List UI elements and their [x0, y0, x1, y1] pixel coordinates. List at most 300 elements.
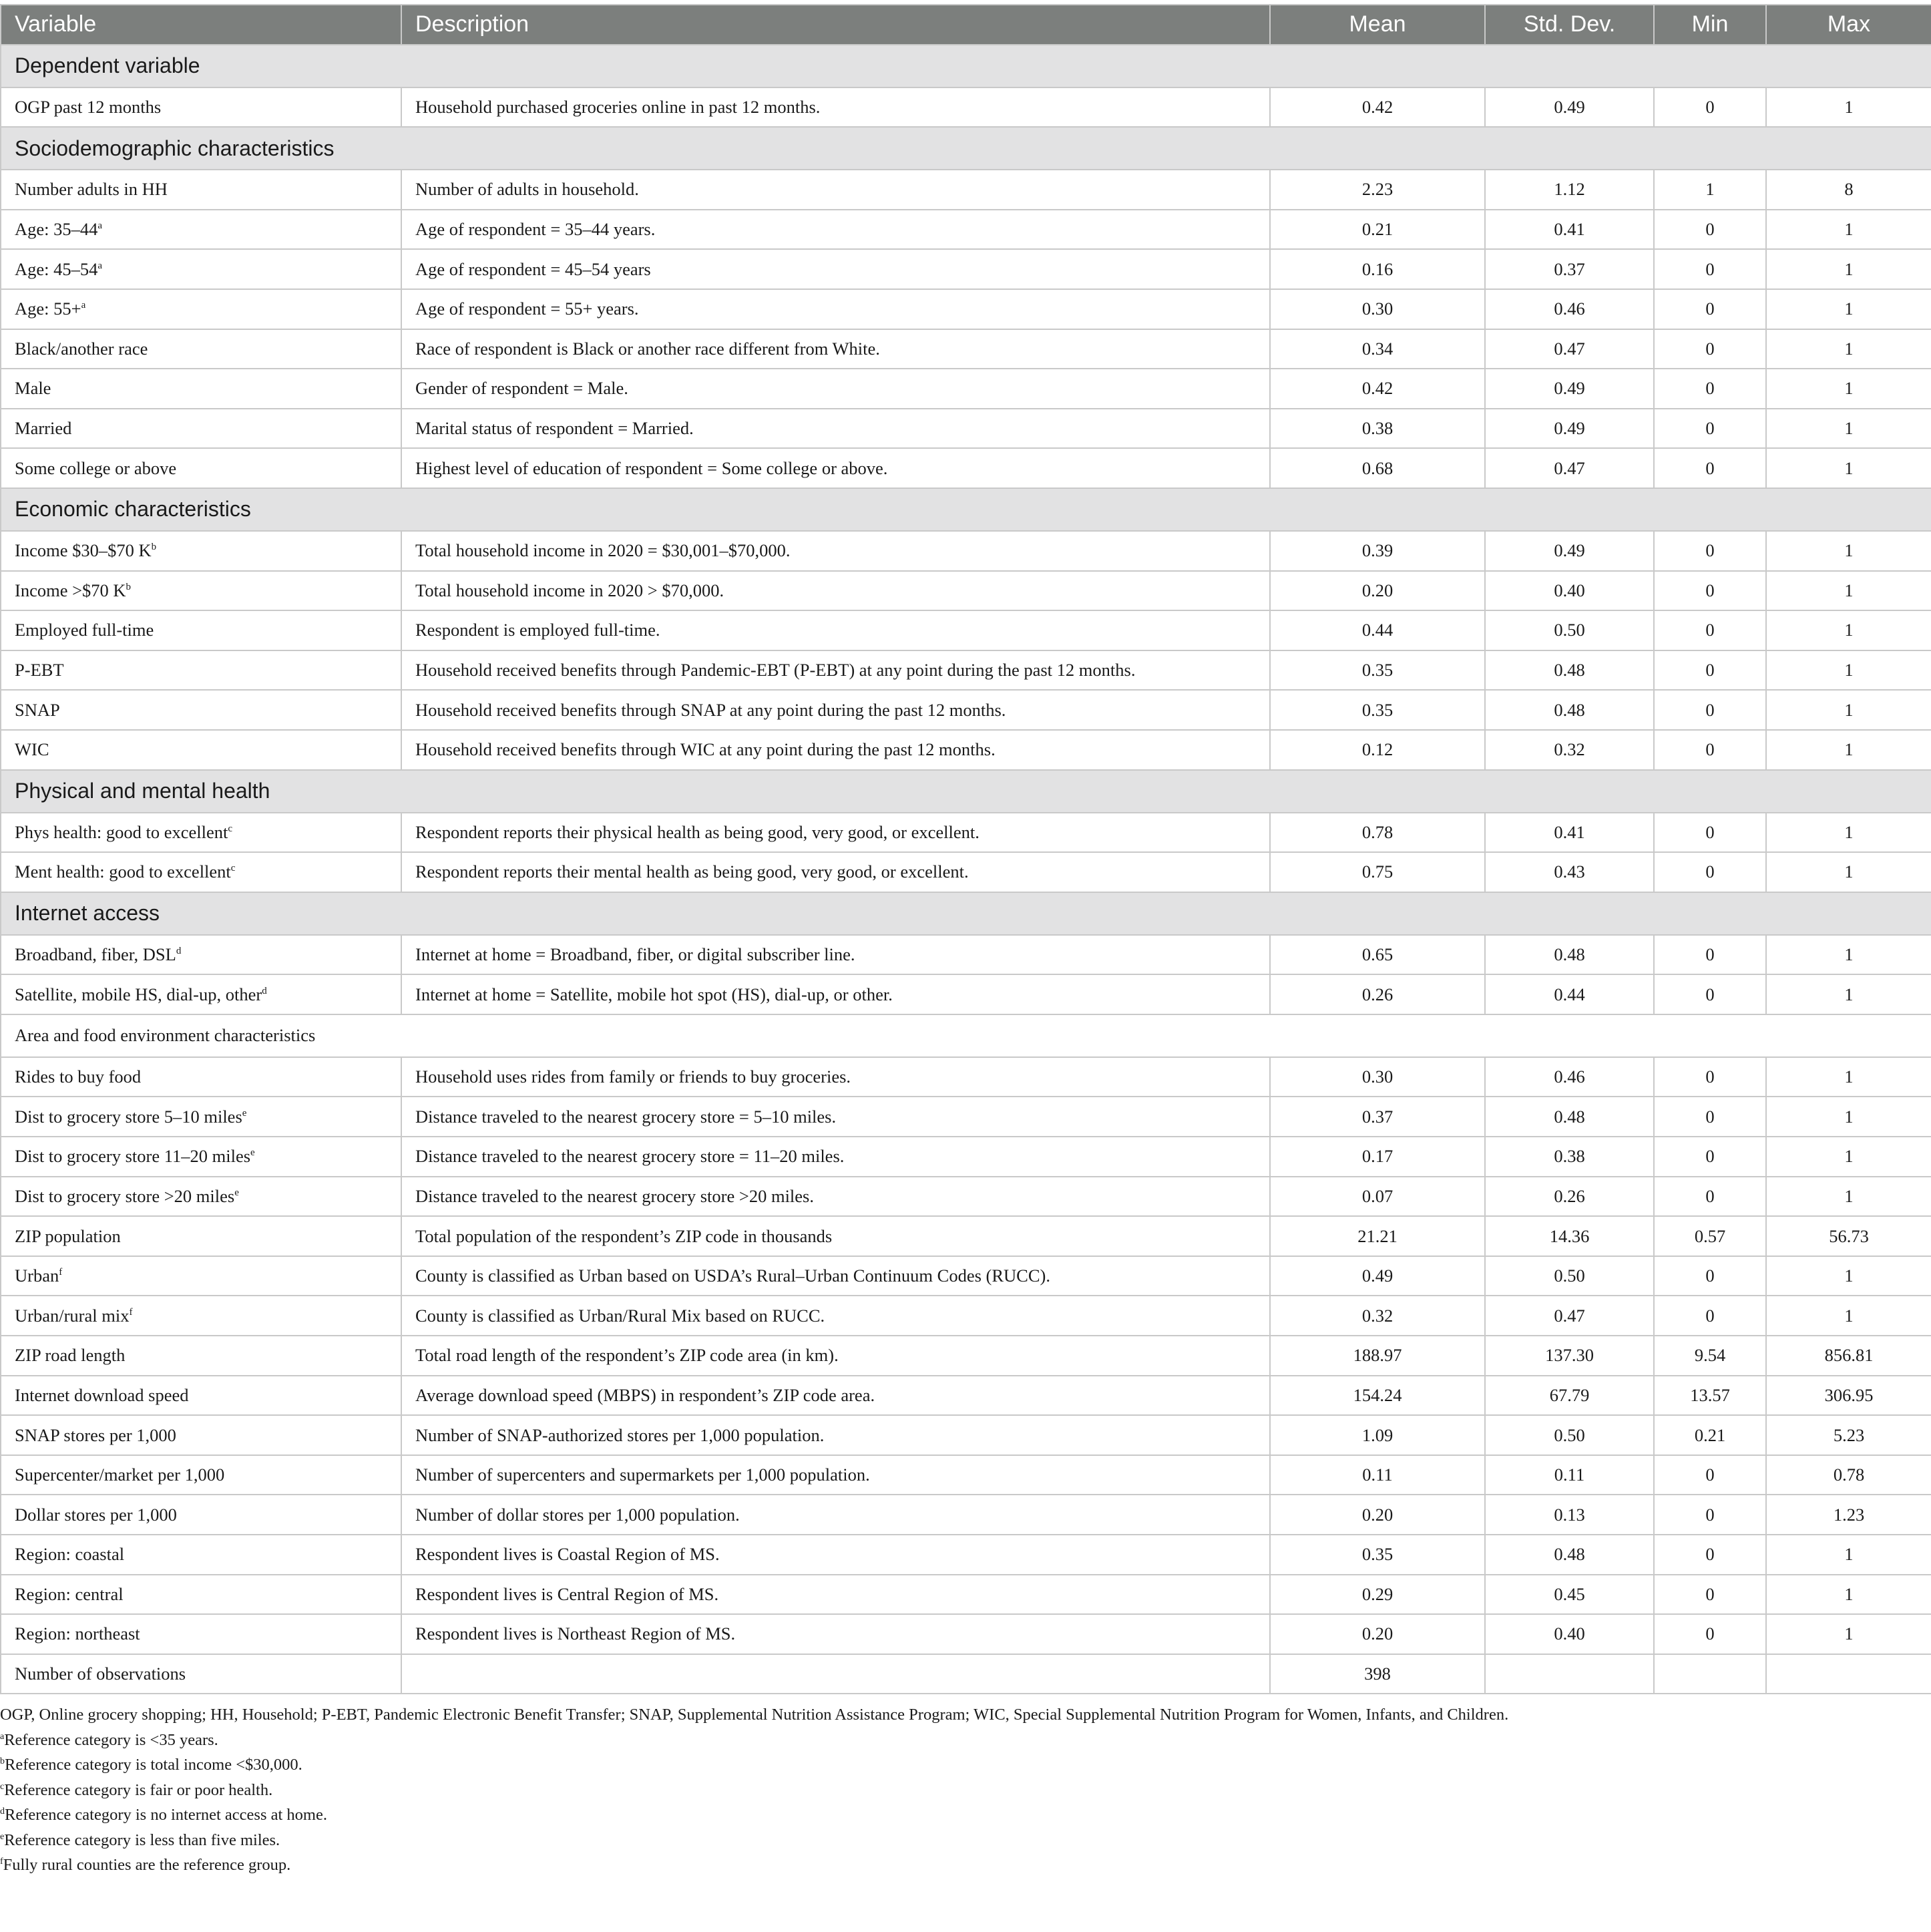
cell-variable: [1, 329, 401, 369]
cell-max: 1: [1766, 852, 1931, 892]
variable-name: Internet download speed: [15, 1384, 189, 1405]
cell-variable: [1, 249, 401, 289]
cell-max: 1: [1766, 1097, 1931, 1137]
cell-max: 1: [1766, 571, 1931, 611]
footnote-marker: a: [81, 300, 86, 311]
cell-min: 0: [1654, 1614, 1766, 1654]
cell-description: County is classified as Urban based on USDA’s Rural–Urban Continuum Codes (RUCC).: [401, 1256, 1270, 1296]
cell-min: 0: [1654, 571, 1766, 611]
cell-std-dev: 0.45: [1485, 1575, 1654, 1615]
cell-std-dev: 0.13: [1485, 1495, 1654, 1535]
variable-name: Married: [15, 418, 72, 439]
variable-name: Black/another race: [15, 338, 148, 359]
cell-std-dev: 0.49: [1485, 369, 1654, 409]
footnote-marker: a: [97, 220, 103, 232]
variable-name: Dist to grocery store 5–10 miles: [15, 1106, 242, 1127]
cell-variable: [1, 935, 401, 975]
cell-variable: [1, 610, 401, 650]
cell-mean: 0.35: [1270, 1535, 1485, 1575]
cell-description: Total household income in 2020 = $30,001–$70,000.: [401, 531, 1270, 571]
cell-variable: [1, 1057, 401, 1097]
cell-max: 1: [1766, 1057, 1931, 1097]
footnote: [0, 1853, 1931, 1878]
cell-max: 8: [1766, 170, 1931, 210]
cell-description: Number of dollar stores per 1,000 population.: [401, 1495, 1270, 1535]
cell-description: Household received benefits through Pandemic-EBT (P-EBT) at any point during the past 12 months.: [401, 650, 1270, 691]
variable-name: Male: [15, 378, 51, 399]
cell-mean: 1.09: [1270, 1415, 1485, 1455]
cell-std-dev: 0.50: [1485, 1415, 1654, 1455]
cell-mean: 21.21: [1270, 1216, 1485, 1256]
summary-statistics-table: [0, 4, 1931, 1694]
cell-variable: [1, 813, 401, 853]
section-header-row: [1, 892, 1931, 935]
cell-description: Respondent reports their physical health as being good, very good, or excellent.: [401, 813, 1270, 853]
cell-std-dev: 0.47: [1485, 1296, 1654, 1336]
cell-min: 0: [1654, 448, 1766, 488]
variable-name: Income >$70 K: [15, 580, 126, 600]
section-title: Area and food environment characteristics: [1, 1014, 1931, 1057]
cell-max: 1: [1766, 1137, 1931, 1177]
cell-min: 0: [1654, 650, 1766, 691]
footnote-marker: b: [151, 542, 157, 553]
cell-mean: 0.26: [1270, 974, 1485, 1014]
cell-variable: Number of observations: [1, 1654, 401, 1694]
variable-name: Employed full-time: [15, 620, 154, 640]
footnote-mark: b: [0, 1756, 5, 1767]
cell-variable: [1, 1575, 401, 1615]
cell-std-dev: 0.37: [1485, 249, 1654, 289]
footnote-mark: c: [0, 1781, 5, 1792]
section-title: Physical and mental health: [1, 770, 1931, 813]
cell-max: 1: [1766, 448, 1931, 488]
cell-max: 1.23: [1766, 1495, 1931, 1535]
cell-mean: 0.20: [1270, 1614, 1485, 1654]
cell-min: [1654, 1654, 1766, 1694]
cell-description: Highest level of education of respondent = Some college or above.: [401, 448, 1270, 488]
cell-mean: 0.68: [1270, 448, 1485, 488]
cell-mean: 0.35: [1270, 690, 1485, 730]
table-row: [1, 1057, 1931, 1097]
cell-max: 1: [1766, 1296, 1931, 1336]
cell-mean: 0.65: [1270, 935, 1485, 975]
footnote-marker: e: [250, 1147, 255, 1159]
cell-variable: [1, 87, 401, 128]
cell-std-dev: 0.47: [1485, 329, 1654, 369]
cell-min: 0: [1654, 369, 1766, 409]
cell-max: 1: [1766, 289, 1931, 329]
footnote: [0, 1728, 1931, 1753]
cell-max: 1: [1766, 730, 1931, 770]
cell-std-dev: 0.40: [1485, 1614, 1654, 1654]
cell-std-dev: 0.32: [1485, 730, 1654, 770]
cell-mean: 0.29: [1270, 1575, 1485, 1615]
footnote-marker: e: [234, 1187, 239, 1198]
cell-max: [1766, 1654, 1931, 1694]
column-header-mean: Mean: [1270, 5, 1485, 45]
observations-row: [1, 1654, 1931, 1694]
cell-std-dev: 0.49: [1485, 531, 1654, 571]
cell-std-dev: 0.49: [1485, 409, 1654, 449]
variable-name: Phys health: good to excellent: [15, 821, 228, 842]
cell-variable: [1, 448, 401, 488]
cell-std-dev: 0.48: [1485, 650, 1654, 691]
cell-variable: [1, 1495, 401, 1535]
table-row: [1, 1137, 1931, 1177]
table-row: [1, 289, 1931, 329]
cell-std-dev: 0.38: [1485, 1137, 1654, 1177]
section-title: Internet access: [1, 892, 1931, 935]
section-header-row: [1, 45, 1931, 87]
footnote-marker: a: [97, 260, 103, 271]
footnote-marker: b: [126, 581, 132, 592]
table-row: [1, 571, 1931, 611]
cell-min: 0: [1654, 974, 1766, 1014]
cell-description: Number of adults in household.: [401, 170, 1270, 210]
cell-std-dev: 0.46: [1485, 289, 1654, 329]
table-row: [1, 690, 1931, 730]
cell-variable: [1, 210, 401, 250]
cell-variable: [1, 531, 401, 571]
cell-variable: [1, 1256, 401, 1296]
footnote-marker: c: [230, 863, 236, 874]
cell-description: Household received benefits through SNAP at any point during the past 12 months.: [401, 690, 1270, 730]
cell-min: 0: [1654, 409, 1766, 449]
cell-mean: 154.24: [1270, 1376, 1485, 1416]
cell-mean: 188.97: [1270, 1336, 1485, 1376]
cell-mean: 398: [1270, 1654, 1485, 1694]
cell-max: 1: [1766, 1614, 1931, 1654]
cell-mean: 0.20: [1270, 571, 1485, 611]
cell-min: 0: [1654, 1575, 1766, 1615]
cell-description: Age of respondent = 55+ years.: [401, 289, 1270, 329]
cell-min: 0: [1654, 1256, 1766, 1296]
cell-variable: [1, 974, 401, 1014]
cell-mean: 0.32: [1270, 1296, 1485, 1336]
cell-min: 0: [1654, 852, 1766, 892]
table-row: [1, 531, 1931, 571]
cell-min: 0: [1654, 289, 1766, 329]
cell-min: 0: [1654, 610, 1766, 650]
header-row: [1, 5, 1931, 45]
cell-mean: 0.20: [1270, 1495, 1485, 1535]
cell-max: 306.95: [1766, 1376, 1931, 1416]
section-title: Dependent variable: [1, 45, 1931, 87]
cell-min: 0: [1654, 249, 1766, 289]
cell-description: Household received benefits through WIC at any point during the past 12 months.: [401, 730, 1270, 770]
cell-std-dev: [1485, 1654, 1654, 1694]
cell-std-dev: 0.50: [1485, 1256, 1654, 1296]
table-row: [1, 813, 1931, 853]
cell-mean: 0.34: [1270, 329, 1485, 369]
table-body: [1, 45, 1931, 1694]
variable-name: Rides to buy food: [15, 1067, 142, 1087]
table-row: [1, 1256, 1931, 1296]
cell-variable: [1, 852, 401, 892]
cell-max: 1: [1766, 409, 1931, 449]
cell-std-dev: 0.49: [1485, 87, 1654, 128]
cell-std-dev: 137.30: [1485, 1336, 1654, 1376]
cell-max: 1: [1766, 329, 1931, 369]
table-row: [1, 1614, 1931, 1654]
column-header-min: Min: [1654, 5, 1766, 45]
cell-mean: 0.42: [1270, 87, 1485, 128]
table-container: [0, 4, 1931, 1878]
cell-variable: [1, 1535, 401, 1575]
cell-min: 13.57: [1654, 1376, 1766, 1416]
table-row: [1, 409, 1931, 449]
cell-min: 0: [1654, 1177, 1766, 1217]
cell-min: 0: [1654, 1535, 1766, 1575]
footnote-mark: e: [0, 1831, 5, 1842]
cell-variable: [1, 409, 401, 449]
variable-name: Age: 35–44: [15, 219, 98, 240]
cell-min: 0: [1654, 935, 1766, 975]
cell-std-dev: 0.48: [1485, 1097, 1654, 1137]
cell-max: 1: [1766, 369, 1931, 409]
cell-variable: [1, 1177, 401, 1217]
cell-variable: [1, 170, 401, 210]
variable-name: Age: 55+: [15, 299, 81, 319]
cell-max: 1: [1766, 87, 1931, 128]
cell-description: Total household income in 2020 > $70,000.: [401, 571, 1270, 611]
table-row: [1, 369, 1931, 409]
cell-max: 1: [1766, 813, 1931, 853]
abbreviations-note: OGP, Online grocery shopping; HH, Household; P-EBT, Pandemic Electronic Benefit Transfer; SNAP, Supplemental Nutrition Assistance Program; WIC, Special Supplemental Nutrition Program for Women, Infants, and Children.: [0, 1706, 1509, 1724]
table-row: [1, 1097, 1931, 1137]
cell-std-dev: 0.44: [1485, 974, 1654, 1014]
table-row: [1, 170, 1931, 210]
cell-max: 1: [1766, 610, 1931, 650]
footnote-marker: f: [59, 1267, 63, 1278]
cell-mean: 0.42: [1270, 369, 1485, 409]
cell-description: Number of supercenters and supermarkets per 1,000 population.: [401, 1455, 1270, 1495]
cell-variable: [1, 1415, 401, 1455]
cell-variable: [1, 1336, 401, 1376]
footnote-marker: c: [228, 823, 233, 834]
cell-mean: 0.39: [1270, 531, 1485, 571]
cell-min: 0.57: [1654, 1216, 1766, 1256]
cell-mean: 0.12: [1270, 730, 1485, 770]
cell-max: 1: [1766, 650, 1931, 691]
cell-description: Number of SNAP-authorized stores per 1,000 population.: [401, 1415, 1270, 1455]
cell-variable: [1, 1137, 401, 1177]
cell-description: Distance traveled to the nearest grocery store = 5–10 miles.: [401, 1097, 1270, 1137]
footnote-marker: f: [129, 1306, 133, 1318]
variable-name: Income $30–$70 K: [15, 540, 152, 561]
cell-min: 0: [1654, 1296, 1766, 1336]
column-header-description: Description: [401, 5, 1270, 45]
cell-mean: 0.49: [1270, 1256, 1485, 1296]
cell-min: 9.54: [1654, 1336, 1766, 1376]
variable-name: SNAP stores per 1,000: [15, 1424, 176, 1445]
cell-description: Distance traveled to the nearest grocery store = 11–20 miles.: [401, 1137, 1270, 1177]
cell-description: Average download speed (MBPS) in respondent’s ZIP code area.: [401, 1376, 1270, 1416]
cell-mean: 0.38: [1270, 409, 1485, 449]
variable-name: Dist to grocery store 11–20 miles: [15, 1146, 251, 1167]
cell-mean: 2.23: [1270, 170, 1485, 210]
cell-variable: [1, 1376, 401, 1416]
cell-description: Respondent lives is Northeast Region of MS.: [401, 1614, 1270, 1654]
cell-variable: [1, 369, 401, 409]
cell-mean: 0.75: [1270, 852, 1485, 892]
cell-mean: 0.16: [1270, 249, 1485, 289]
table-row: [1, 210, 1931, 250]
table-row: [1, 1455, 1931, 1495]
cell-variable: [1, 1097, 401, 1137]
cell-std-dev: 0.48: [1485, 1535, 1654, 1575]
table-row: [1, 448, 1931, 488]
cell-mean: 0.37: [1270, 1097, 1485, 1137]
cell-description: Respondent lives is Central Region of MS.: [401, 1575, 1270, 1615]
cell-min: 0: [1654, 730, 1766, 770]
footnote-marker: d: [176, 945, 182, 956]
cell-variable: [1, 690, 401, 730]
cell-description: Internet at home = Satellite, mobile hot spot (HS), dial-up, or other.: [401, 974, 1270, 1014]
cell-std-dev: 1.12: [1485, 170, 1654, 210]
cell-description: [401, 1654, 1270, 1694]
column-header-variable: Variable: [1, 5, 401, 45]
cell-max: 56.73: [1766, 1216, 1931, 1256]
cell-max: 1: [1766, 1535, 1931, 1575]
table-row: [1, 974, 1931, 1014]
cell-min: 0: [1654, 690, 1766, 730]
footnote-text: Fully rural counties are the reference group.: [3, 1856, 291, 1875]
cell-mean: 0.30: [1270, 289, 1485, 329]
cell-variable: [1, 730, 401, 770]
cell-description: Marital status of respondent = Married.: [401, 409, 1270, 449]
table-row: [1, 1376, 1931, 1416]
cell-min: 1: [1654, 170, 1766, 210]
variable-name: Satellite, mobile HS, dial-up, other: [15, 984, 262, 1004]
table-row: [1, 87, 1931, 128]
variable-name: Urban/rural mix: [15, 1305, 130, 1326]
variable-name: Region: coastal: [15, 1544, 125, 1565]
cell-variable: [1, 1216, 401, 1256]
table-row: [1, 329, 1931, 369]
variable-name: P-EBT: [15, 660, 64, 681]
cell-std-dev: 0.47: [1485, 448, 1654, 488]
footnote: [0, 1802, 1931, 1828]
cell-std-dev: 0.41: [1485, 813, 1654, 853]
cell-std-dev: 0.26: [1485, 1177, 1654, 1217]
cell-min: 0: [1654, 1057, 1766, 1097]
cell-variable: [1, 650, 401, 691]
column-header-max: Max: [1766, 5, 1931, 45]
cell-max: 1: [1766, 1177, 1931, 1217]
cell-min: 0: [1654, 1137, 1766, 1177]
cell-std-dev: 0.48: [1485, 690, 1654, 730]
cell-std-dev: 0.41: [1485, 210, 1654, 250]
footnote-text: Reference category is <35 years.: [4, 1730, 218, 1749]
table-row: [1, 1535, 1931, 1575]
cell-max: 1: [1766, 1256, 1931, 1296]
cell-max: 0.78: [1766, 1455, 1931, 1495]
table-row: [1, 650, 1931, 691]
cell-mean: 0.11: [1270, 1455, 1485, 1495]
cell-description: Household uses rides from family or friends to buy groceries.: [401, 1057, 1270, 1097]
cell-max: 1: [1766, 210, 1931, 250]
footnote-marker: d: [262, 985, 267, 996]
variable-name: Supercenter/market per 1,000: [15, 1465, 225, 1485]
cell-std-dev: 0.40: [1485, 571, 1654, 611]
cell-max: 1: [1766, 1575, 1931, 1615]
cell-min: 0: [1654, 1455, 1766, 1495]
cell-max: 856.81: [1766, 1336, 1931, 1376]
table-row: [1, 1177, 1931, 1217]
cell-std-dev: 0.48: [1485, 935, 1654, 975]
cell-std-dev: 0.46: [1485, 1057, 1654, 1097]
section-title: Economic characteristics: [1, 488, 1931, 531]
cell-mean: 0.17: [1270, 1137, 1485, 1177]
cell-min: 0: [1654, 813, 1766, 853]
cell-max: 1: [1766, 935, 1931, 975]
section-header-row: [1, 127, 1931, 170]
table-row: [1, 852, 1931, 892]
cell-min: 0.21: [1654, 1415, 1766, 1455]
table-row: [1, 1415, 1931, 1455]
cell-max: 1: [1766, 531, 1931, 571]
footnote-text: Reference category is fair or poor health.: [4, 1780, 273, 1799]
variable-name: Region: northeast: [15, 1623, 140, 1644]
section-title: Sociodemographic characteristics: [1, 127, 1931, 170]
variable-name: Ment health: good to excellent: [15, 861, 231, 882]
cell-max: 5.23: [1766, 1415, 1931, 1455]
table-row: [1, 1495, 1931, 1535]
footnote: [0, 1828, 1931, 1853]
cell-std-dev: 0.43: [1485, 852, 1654, 892]
variable-name: Urban: [15, 1266, 59, 1286]
section-header-row: [1, 488, 1931, 531]
table-row: [1, 1575, 1931, 1615]
cell-description: Household purchased groceries online in past 12 months.: [401, 87, 1270, 128]
cell-std-dev: 67.79: [1485, 1376, 1654, 1416]
cell-max: 1: [1766, 974, 1931, 1014]
cell-min: 0: [1654, 210, 1766, 250]
cell-description: Race of respondent is Black or another race different from White.: [401, 329, 1270, 369]
variable-name: Dollar stores per 1,000: [15, 1504, 177, 1525]
variable-name: Region: central: [15, 1583, 124, 1604]
table-row: [1, 1336, 1931, 1376]
table-row: [1, 1296, 1931, 1336]
cell-variable: [1, 571, 401, 611]
cell-variable: [1, 289, 401, 329]
footnote-text: Reference category is less than five miles.: [4, 1830, 280, 1849]
table-row: [1, 935, 1931, 975]
table-row: [1, 730, 1931, 770]
footnote-text: Reference category is total income <$30,000.: [5, 1756, 302, 1774]
footnote-mark: f: [0, 1857, 3, 1867]
cell-std-dev: 0.50: [1485, 610, 1654, 650]
section-header-row: [1, 770, 1931, 813]
cell-mean: 0.44: [1270, 610, 1485, 650]
column-header-std-dev: Std. Dev.: [1485, 5, 1654, 45]
table-notes: [0, 1694, 1931, 1878]
cell-min: 0: [1654, 87, 1766, 128]
variable-name: Age: 45–54: [15, 258, 98, 279]
cell-description: Total population of the respondent’s ZIP code in thousands: [401, 1216, 1270, 1256]
variable-name: WIC: [15, 739, 49, 760]
cell-variable: [1, 1296, 401, 1336]
variable-name: ZIP population: [15, 1225, 121, 1246]
variable-name: Broadband, fiber, DSL: [15, 944, 176, 964]
cell-mean: 0.07: [1270, 1177, 1485, 1217]
cell-mean: 0.35: [1270, 650, 1485, 691]
cell-mean: 0.78: [1270, 813, 1485, 853]
footnotes-list: [0, 1728, 1931, 1878]
variable-name: ZIP road length: [15, 1345, 126, 1366]
cell-std-dev: 14.36: [1485, 1216, 1654, 1256]
